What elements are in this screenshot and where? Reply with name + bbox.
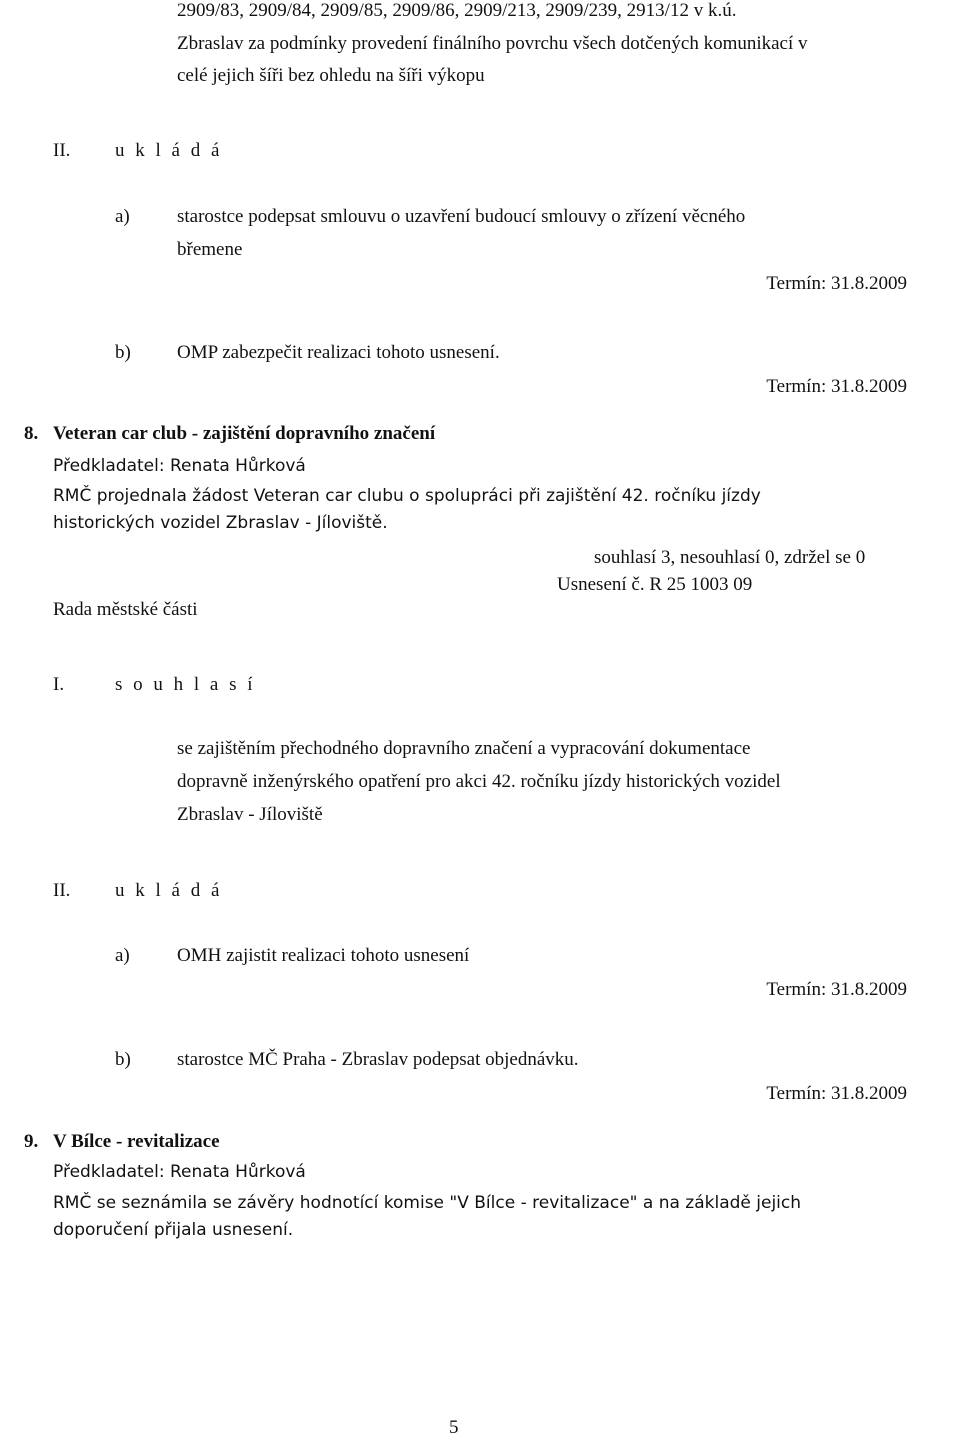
section-heading: s o u h l a s í — [115, 674, 256, 695]
description-line: RMČ projednala žádost Veteran car clubu o spolupráci při zajištění 42. ročníku jízdy — [53, 486, 761, 506]
text-line: břemene — [177, 239, 243, 260]
text-line: starostce MČ Praha - Zbraslav podepsat objednávku. — [177, 1049, 579, 1070]
agenda-title: V Bílce - revitalizace — [53, 1131, 220, 1152]
section-numeral: II. — [53, 880, 71, 901]
presenter: Předkladatel: Renata Hůrková — [53, 456, 306, 476]
section-heading: u k l á d á — [115, 880, 223, 901]
text-line: dopravně inženýrského opatření pro akci 42. ročníku jízdy historických vozidel — [177, 771, 781, 792]
deadline: Termín: 31.8.2009 — [766, 376, 907, 397]
vote-result: souhlasí 3, nesouhlasí 0, zdržel se 0 — [594, 547, 866, 568]
text-line: celé jejich šíři bez ohledu na šíři výkopu — [177, 65, 485, 86]
text-line: 2909/83, 2909/84, 2909/85, 2909/86, 2909/213, 2909/239, 2913/12 v k.ú. — [177, 0, 737, 21]
item-label: b) — [115, 342, 131, 363]
item-label: a) — [115, 945, 130, 966]
presenter: Předkladatel: Renata Hůrková — [53, 1162, 306, 1182]
text-line: starostce podepsat smlouvu o uzavření budoucí smlouvy o zřízení věcného — [177, 206, 746, 227]
text-line: Zbraslav - Jíloviště — [177, 804, 323, 825]
section-numeral: I. — [53, 674, 65, 695]
deadline: Termín: 31.8.2009 — [766, 1083, 907, 1104]
item-label: b) — [115, 1049, 131, 1070]
section-numeral: II. — [53, 140, 71, 161]
text-line: Zbraslav za podmínky provedení finálního povrchu všech dotčených komunikací v — [177, 33, 808, 54]
page-number: 5 — [449, 1417, 459, 1438]
text-line: OMP zabezpečit realizaci tohoto usnesení. — [177, 342, 500, 363]
resolution-number: Usnesení č. R 25 1003 09 — [557, 574, 753, 595]
council-name: Rada městské části — [53, 599, 198, 620]
item-label: a) — [115, 206, 130, 227]
text-line: se zajištěním přechodného dopravního značení a vypracování dokumentace — [177, 738, 751, 759]
description-line: doporučení přijala usnesení. — [53, 1220, 294, 1240]
agenda-number: 9. — [24, 1131, 39, 1152]
deadline: Termín: 31.8.2009 — [766, 979, 907, 1000]
description-line: RMČ se seznámila se závěry hodnotící komise "V Bílce - revitalizace" a na základě jejich — [53, 1193, 802, 1213]
deadline: Termín: 31.8.2009 — [766, 273, 907, 294]
description-line: historických vozidel Zbraslav - Jíloviště. — [53, 513, 388, 533]
section-heading: u k l á d á — [115, 140, 223, 161]
text-line: OMH zajistit realizaci tohoto usnesení — [177, 945, 470, 966]
agenda-title: Veteran car club - zajištění dopravního značení — [53, 423, 436, 444]
agenda-number: 8. — [24, 423, 39, 444]
